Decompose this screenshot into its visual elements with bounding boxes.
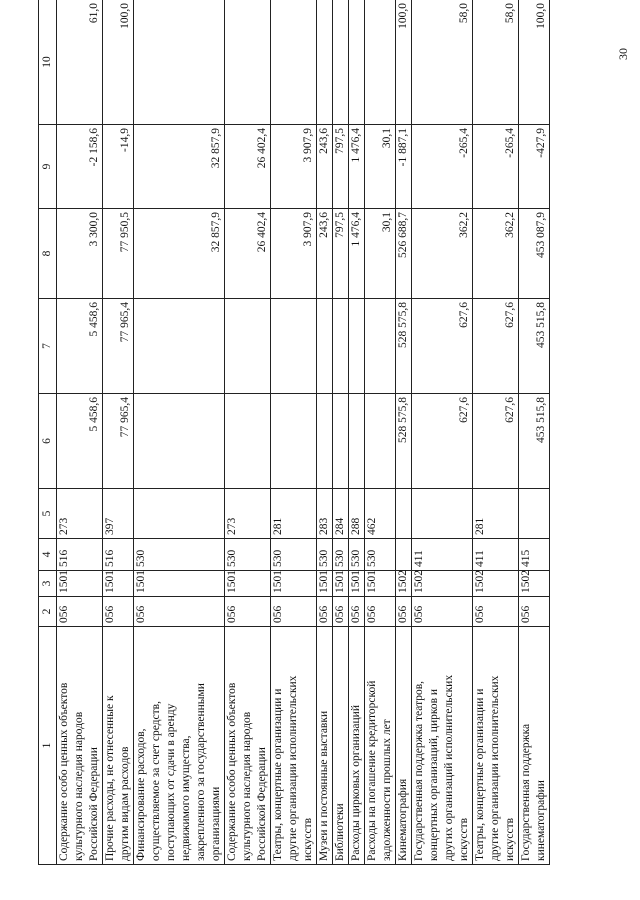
cell-value: 1 476,4	[350, 128, 362, 163]
cell-c2	[519, 597, 550, 627]
cell-value: 281	[474, 517, 486, 535]
cell-value: 77 965,4	[119, 397, 131, 438]
cell-c4	[349, 539, 365, 571]
cell-c10	[225, 0, 271, 125]
cell-c2	[317, 597, 333, 627]
cell-value: 288	[350, 517, 362, 535]
cell-c8	[134, 209, 225, 299]
cell-c8	[333, 209, 349, 299]
cell-c3	[473, 571, 519, 597]
cell-c9	[333, 125, 349, 209]
cell-c6	[333, 394, 349, 489]
cell-c7	[519, 299, 550, 394]
cell-value: 77 950,5	[119, 212, 131, 253]
cell-value: 3 300,0	[88, 212, 100, 247]
table-row	[396, 0, 412, 865]
cell-c3	[412, 571, 473, 597]
cell-c3	[349, 571, 365, 597]
cell-value: -265,4	[504, 128, 516, 158]
cell-c10	[271, 0, 317, 125]
row-name-line: задолженности прошлых лет	[381, 719, 393, 861]
column-header-2: 2	[39, 597, 57, 627]
row-name-line: искусств	[458, 817, 470, 861]
cell-value: 26 402,4	[256, 128, 268, 169]
cell-value: 797,5	[334, 212, 346, 238]
cell-value: 1502	[520, 570, 532, 593]
row-name-line: искусств	[302, 817, 314, 861]
cell-value: 056	[350, 605, 362, 623]
row-name-line: недвижимого имущества,	[180, 735, 192, 861]
cell-value: 627,6	[458, 302, 470, 328]
table-row	[412, 0, 473, 865]
cell-c4	[412, 539, 473, 571]
row-name	[412, 627, 473, 865]
row-name-line: Театры, концертные организации и	[272, 688, 284, 861]
cell-c6	[412, 394, 473, 489]
cell-c6	[473, 394, 519, 489]
row-name-line: Российской Федерации	[256, 747, 268, 861]
cell-value: 530	[226, 549, 238, 567]
table-row	[103, 0, 134, 865]
cell-value: 453 515,8	[535, 302, 547, 348]
cell-value: 516	[104, 549, 116, 567]
cell-c5	[57, 489, 103, 539]
budget-table-sheet	[38, 0, 598, 865]
cell-value: 797,5	[334, 128, 346, 154]
cell-value: 1501	[318, 570, 330, 593]
cell-value: 273	[58, 517, 70, 535]
budget-table	[38, 0, 550, 865]
cell-value: 056	[135, 605, 147, 623]
cell-value: 415	[520, 549, 532, 567]
table-row	[57, 0, 103, 865]
cell-c5	[396, 489, 412, 539]
cell-c4	[396, 539, 412, 571]
cell-value: 1501	[350, 570, 362, 593]
row-name	[349, 627, 365, 865]
cell-c3	[134, 571, 225, 597]
cell-c2	[412, 597, 473, 627]
cell-c2	[349, 597, 365, 627]
cell-value: 243,6	[318, 212, 330, 238]
cell-c7	[473, 299, 519, 394]
cell-c6	[271, 394, 317, 489]
cell-c7	[225, 299, 271, 394]
row-name-line: другие организации исполнительских	[287, 675, 299, 861]
cell-value: 530	[366, 549, 378, 567]
cell-value: -1 887,1	[397, 128, 409, 167]
cell-value: 056	[104, 605, 116, 623]
cell-c7	[103, 299, 134, 394]
cell-c8	[317, 209, 333, 299]
cell-value: 1501	[104, 570, 116, 593]
cell-c5	[271, 489, 317, 539]
cell-c7	[271, 299, 317, 394]
cell-value: 1501	[334, 570, 346, 593]
cell-c9	[365, 125, 396, 209]
cell-c4	[473, 539, 519, 571]
cell-c5	[365, 489, 396, 539]
column-header-6: 6	[39, 394, 57, 489]
row-name-line: культурного наследия народов	[241, 711, 253, 861]
row-name-line: кинематографии	[535, 780, 547, 861]
cell-value: 1501	[58, 570, 70, 593]
cell-c9	[317, 125, 333, 209]
cell-c9	[271, 125, 317, 209]
cell-c5	[103, 489, 134, 539]
cell-value: 516	[58, 549, 70, 567]
cell-value: 30,1	[381, 128, 393, 149]
row-name	[365, 627, 396, 865]
cell-value: 530	[272, 549, 284, 567]
cell-value: 30,1	[381, 212, 393, 233]
cell-c10	[317, 0, 333, 125]
table-row	[134, 0, 225, 865]
cell-c6	[134, 394, 225, 489]
table-row	[333, 0, 349, 865]
cell-value: 056	[397, 605, 409, 623]
cell-value: -265,4	[458, 128, 470, 158]
cell-c10	[396, 0, 412, 125]
cell-value: 530	[334, 549, 346, 567]
cell-value: 1501	[226, 570, 238, 593]
cell-c10	[412, 0, 473, 125]
cell-c10	[103, 0, 134, 125]
cell-c5	[333, 489, 349, 539]
cell-c2	[473, 597, 519, 627]
cell-c3	[225, 571, 271, 597]
row-name-line: других организаций исполнительских	[443, 674, 455, 861]
cell-c5	[412, 489, 473, 539]
cell-c4	[134, 539, 225, 571]
cell-c7	[333, 299, 349, 394]
row-name-line: Содержание особо ценных объектов	[58, 682, 70, 861]
cell-c6	[349, 394, 365, 489]
cell-c4	[365, 539, 396, 571]
cell-value: 32 857,9	[210, 128, 222, 169]
row-name-line: Расходы цирковых организаций	[350, 705, 362, 861]
cell-value: 056	[226, 605, 238, 623]
cell-c4	[271, 539, 317, 571]
cell-c9	[412, 125, 473, 209]
cell-c10	[473, 0, 519, 125]
cell-value: 1502	[474, 570, 486, 593]
cell-c6	[225, 394, 271, 489]
cell-c4	[225, 539, 271, 571]
cell-c8	[365, 209, 396, 299]
column-header-9: 9	[39, 125, 57, 209]
cell-value: 1501	[135, 570, 147, 593]
cell-value: 056	[58, 605, 70, 623]
cell-c2	[225, 597, 271, 627]
cell-value: 77 965,4	[119, 302, 131, 343]
table-row	[225, 0, 271, 865]
cell-c10	[134, 0, 225, 125]
cell-c7	[396, 299, 412, 394]
row-name	[271, 627, 317, 865]
cell-c2	[333, 597, 349, 627]
cell-value: 627,6	[458, 397, 470, 423]
cell-c5	[349, 489, 365, 539]
row-name-line: закрепленного за государственными	[195, 683, 207, 861]
cell-c5	[225, 489, 271, 539]
cell-value: 58,0	[504, 3, 516, 24]
cell-value: 627,6	[504, 302, 516, 328]
cell-value: 1502	[397, 570, 409, 593]
table-row	[365, 0, 396, 865]
cell-c5	[134, 489, 225, 539]
cell-value: 1502	[413, 570, 425, 593]
cell-c8	[271, 209, 317, 299]
cell-value: 462	[366, 517, 378, 535]
cell-value: 362,2	[504, 212, 516, 238]
cell-value: 58,0	[458, 3, 470, 24]
cell-c8	[519, 209, 550, 299]
cell-value: -2 158,6	[88, 128, 100, 167]
cell-value: 056	[413, 605, 425, 623]
cell-value: 056	[520, 605, 532, 623]
cell-c4	[333, 539, 349, 571]
cell-c3	[365, 571, 396, 597]
cell-c8	[225, 209, 271, 299]
cell-c7	[365, 299, 396, 394]
cell-value: -427,9	[535, 128, 547, 158]
row-name	[333, 627, 349, 865]
table-row	[473, 0, 519, 865]
cell-c8	[103, 209, 134, 299]
cell-c9	[57, 125, 103, 209]
row-name-line: Кинематография	[397, 778, 409, 861]
row-name-line: Музеи и постоянные выставки	[318, 710, 330, 861]
cell-c4	[519, 539, 550, 571]
cell-c3	[57, 571, 103, 597]
column-header-7: 7	[39, 299, 57, 394]
column-header-1: 1	[39, 627, 57, 865]
cell-value: 627,6	[504, 397, 516, 423]
cell-value: 5 458,6	[88, 397, 100, 432]
row-name-line: концертных организаций, цирков и	[428, 688, 440, 861]
cell-value: 397	[104, 517, 116, 535]
cell-c6	[103, 394, 134, 489]
cell-c9	[103, 125, 134, 209]
cell-c5	[473, 489, 519, 539]
cell-c3	[396, 571, 412, 597]
cell-value: 5 458,6	[88, 302, 100, 337]
cell-c10	[57, 0, 103, 125]
row-name-line: другие организации исполнительских	[489, 675, 501, 861]
cell-value: 056	[334, 605, 346, 623]
row-name	[134, 627, 225, 865]
cell-value: 1501	[366, 570, 378, 593]
cell-c10	[365, 0, 396, 125]
cell-value: 1501	[272, 570, 284, 593]
cell-c5	[317, 489, 333, 539]
cell-c9	[473, 125, 519, 209]
cell-c9	[519, 125, 550, 209]
cell-value: 100,0	[397, 3, 409, 29]
cell-value: 530	[350, 549, 362, 567]
cell-value: 453 087,9	[535, 212, 547, 258]
header-row	[39, 0, 57, 865]
cell-c7	[349, 299, 365, 394]
row-name-line: Российской Федерации	[88, 747, 100, 861]
cell-c6	[317, 394, 333, 489]
row-name-line: поступающих от сдачи в аренду	[165, 703, 177, 861]
cell-c3	[519, 571, 550, 597]
cell-c7	[134, 299, 225, 394]
cell-c6	[57, 394, 103, 489]
cell-c3	[103, 571, 134, 597]
cell-value: 243,6	[318, 128, 330, 154]
cell-c3	[317, 571, 333, 597]
cell-value: 284	[334, 517, 346, 535]
cell-c6	[519, 394, 550, 489]
row-name	[103, 627, 134, 865]
cell-c2	[271, 597, 317, 627]
column-header-5: 5	[39, 489, 57, 539]
table-body	[57, 0, 550, 865]
cell-value: 362,2	[458, 212, 470, 238]
row-name-line: осуществляемое за счет средств,	[150, 701, 162, 861]
cell-c7	[57, 299, 103, 394]
cell-c8	[412, 209, 473, 299]
row-name-line: Финансирование расходов,	[135, 728, 147, 861]
cell-c2	[396, 597, 412, 627]
cell-value: 528 575,8	[397, 302, 409, 348]
cell-value: 100,0	[535, 3, 547, 29]
cell-value: 281	[272, 517, 284, 535]
row-name-line: Театры, концертные организации и	[474, 688, 486, 861]
cell-c10	[519, 0, 550, 125]
cell-c9	[225, 125, 271, 209]
cell-value: 056	[474, 605, 486, 623]
cell-value: 528 575,8	[397, 397, 409, 443]
cell-value: 056	[272, 605, 284, 623]
cell-c3	[271, 571, 317, 597]
row-name-line: Расходы на погашение кредиторской	[366, 680, 378, 861]
cell-c3	[333, 571, 349, 597]
table-row	[317, 0, 333, 865]
cell-c6	[396, 394, 412, 489]
row-name-line: Библиотеки	[334, 803, 346, 861]
cell-value: 526 688,7	[397, 212, 409, 258]
cell-c7	[412, 299, 473, 394]
row-name-line: организациями	[210, 786, 222, 861]
row-name	[473, 627, 519, 865]
cell-value: 411	[413, 550, 425, 567]
table-row	[271, 0, 317, 865]
cell-value: -14,9	[119, 128, 131, 152]
column-header-8: 8	[39, 209, 57, 299]
cell-value: 100,0	[119, 3, 131, 29]
cell-c2	[365, 597, 396, 627]
row-name	[225, 627, 271, 865]
row-name	[317, 627, 333, 865]
cell-c2	[57, 597, 103, 627]
cell-value: 530	[318, 549, 330, 567]
row-name	[396, 627, 412, 865]
cell-value: 453 515,8	[535, 397, 547, 443]
cell-value: 283	[318, 517, 330, 535]
row-name-line: Государственная поддержка театров,	[413, 680, 425, 861]
cell-value: 1 476,4	[350, 212, 362, 247]
cell-c10	[349, 0, 365, 125]
cell-value: 056	[318, 605, 330, 623]
column-header-10: 10	[39, 0, 57, 125]
column-header-3: 3	[39, 571, 57, 597]
cell-c9	[396, 125, 412, 209]
row-name-line: Содержание особо ценных объектов	[226, 682, 238, 861]
row-name-line: искусств	[504, 817, 516, 861]
cell-c2	[103, 597, 134, 627]
cell-c9	[134, 125, 225, 209]
row-name-line: Государственная поддержка	[520, 723, 532, 861]
column-header-4: 4	[39, 539, 57, 571]
cell-value: 61,0	[88, 3, 100, 24]
cell-c9	[349, 125, 365, 209]
cell-value: 273	[226, 517, 238, 535]
cell-c10	[333, 0, 349, 125]
cell-c8	[473, 209, 519, 299]
cell-value: 056	[366, 605, 378, 623]
row-name-line: Прочие расходы, не отнесенные к	[104, 695, 116, 861]
row-name	[519, 627, 550, 865]
cell-c8	[57, 209, 103, 299]
cell-c8	[396, 209, 412, 299]
cell-value: 32 857,9	[210, 212, 222, 253]
cell-value: 3 907,9	[302, 212, 314, 247]
cell-c5	[519, 489, 550, 539]
cell-c7	[317, 299, 333, 394]
cell-c4	[317, 539, 333, 571]
row-name	[57, 627, 103, 865]
cell-c8	[349, 209, 365, 299]
cell-value: 26 402,4	[256, 212, 268, 253]
cell-value: 411	[474, 550, 486, 567]
cell-value: 3 907,9	[302, 128, 314, 163]
cell-c4	[103, 539, 134, 571]
cell-c6	[365, 394, 396, 489]
table-row	[519, 0, 550, 865]
row-name-line: другим видам расходов	[119, 746, 131, 861]
cell-c2	[134, 597, 225, 627]
page-number: 30	[616, 48, 630, 60]
row-name-line: культурного наследия народов	[73, 711, 85, 861]
cell-c4	[57, 539, 103, 571]
table-row	[349, 0, 365, 865]
cell-value: 530	[135, 549, 147, 567]
